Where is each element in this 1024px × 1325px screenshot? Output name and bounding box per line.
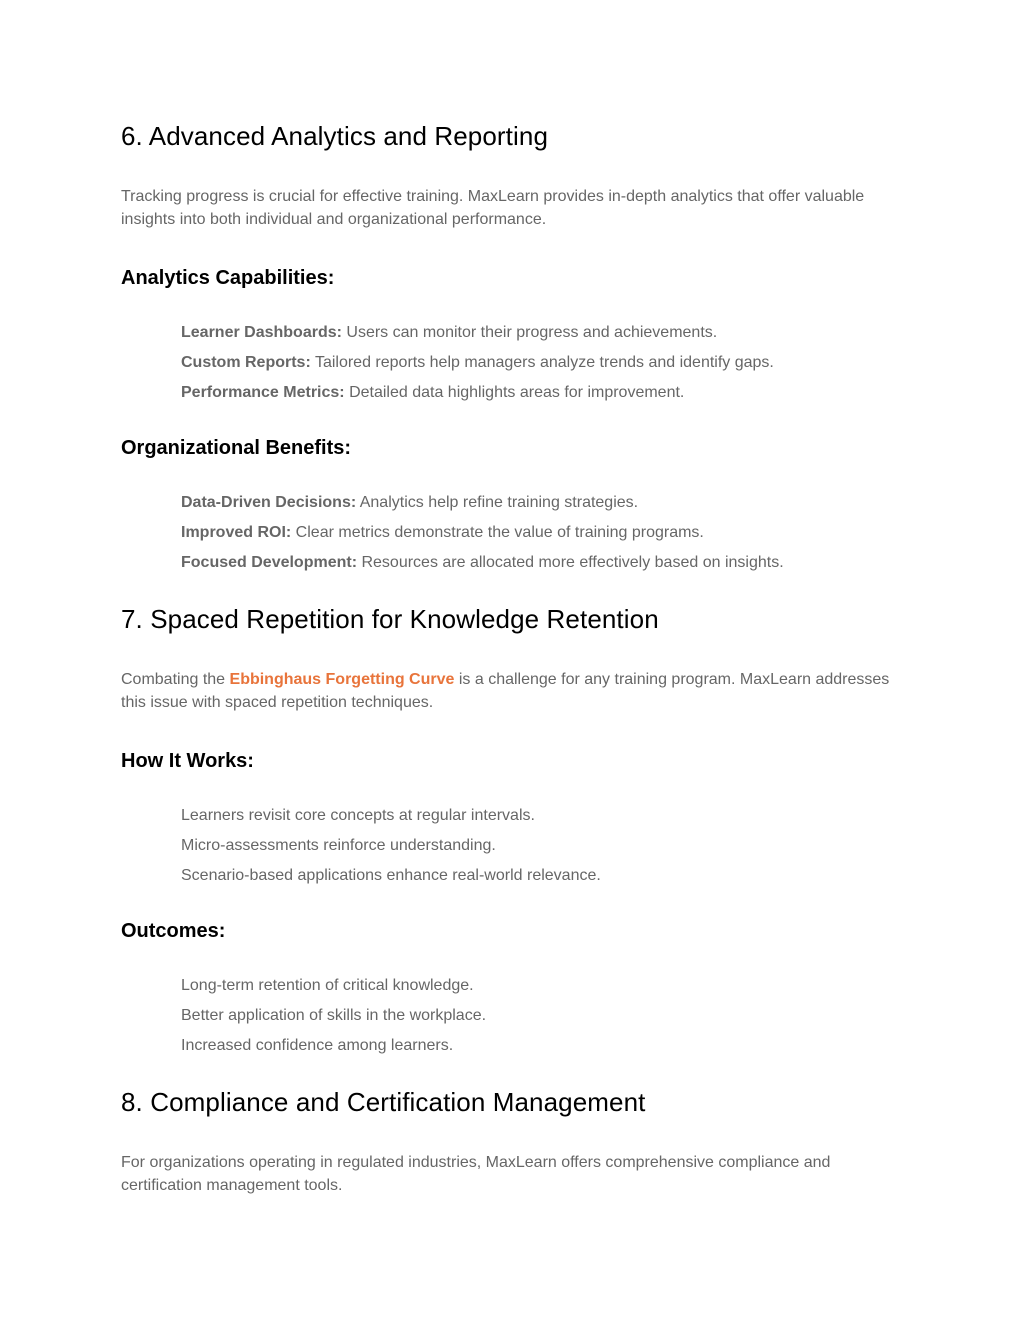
intro-text-after: is a challenge for any training program. MaxLearn addresses this issue with spaced repetition techniques. — [121, 671, 890, 711]
item-text: Analytics help refine training strategies. — [356, 494, 639, 511]
list-item — [181, 493, 638, 513]
section-6-title: 6. Advanced Analytics and Reporting — [121, 121, 549, 151]
section-8-intro: For organizations operating in regulated industries, MaxLearn offers comprehensive compliance and certification management tools. — [121, 1154, 831, 1194]
section-8-title: 8. Compliance and Certification Management — [121, 1087, 646, 1117]
section-7-title: 7. Spaced Repetition for Knowledge Retention — [121, 604, 659, 634]
list-item — [181, 353, 774, 373]
item-term: Data-Driven Decisions: — [181, 494, 357, 511]
list-item — [181, 523, 704, 543]
item-term: Performance Metrics: — [181, 384, 345, 401]
outcomes-heading: Outcomes: — [121, 920, 226, 942]
list-item: Better application of skills in the workplace. — [181, 1007, 487, 1024]
organizational-benefits-heading: Organizational Benefits: — [121, 437, 352, 459]
list-item — [181, 553, 784, 573]
section-6-intro: Tracking progress is crucial for effective training. MaxLearn provides in-depth analytics that offer valuable insights into both individual and organizational performance. — [121, 188, 865, 228]
item-term: Custom Reports: — [181, 354, 311, 371]
list-item — [181, 323, 717, 343]
analytics-capabilities-heading: Analytics Capabilities: — [121, 267, 335, 289]
item-text: Resources are allocated more effectively based on insights. — [357, 554, 784, 571]
item-text: Detailed data highlights areas for improvement. — [344, 384, 685, 401]
list-item: Micro-assessments reinforce understanding. — [181, 837, 496, 854]
ebbinghaus-link[interactable]: Ebbinghaus Forgetting Curve — [229, 671, 455, 688]
list-item: Increased confidence among learners. — [181, 1037, 454, 1054]
intro-text-before: Combating the — [121, 671, 230, 688]
item-term: Focused Development: — [181, 554, 358, 571]
list-item: Long-term retention of critical knowledge. — [181, 977, 474, 994]
item-term: Learner Dashboards: — [181, 324, 342, 341]
list-item — [181, 383, 684, 403]
item-text: Clear metrics demonstrate the value of training programs. — [291, 524, 704, 541]
item-term: Improved ROI: — [181, 524, 292, 541]
how-it-works-heading: How It Works: — [121, 750, 254, 772]
list-item: Scenario-based applications enhance real-world relevance. — [181, 867, 601, 884]
section-7-intro — [121, 668, 911, 714]
item-text: Tailored reports help managers analyze trends and identify gaps. — [310, 354, 774, 371]
list-item: Learners revisit core concepts at regular intervals. — [181, 807, 535, 824]
item-text: Users can monitor their progress and achievements. — [341, 324, 718, 341]
